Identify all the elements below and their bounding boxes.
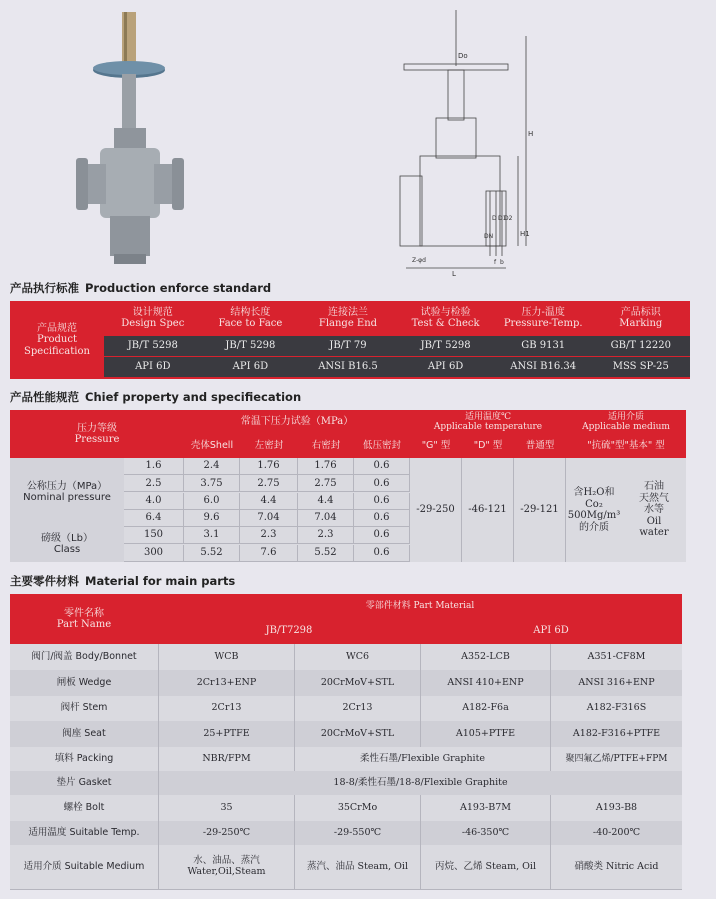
medium-sulfur-line: 的介质: [579, 521, 609, 533]
property-cell: 300: [124, 545, 184, 562]
property-cell: 5.52: [298, 545, 354, 562]
standard-header-en: Test & Check: [411, 318, 480, 329]
standard-header-cn: 连接法兰: [327, 306, 368, 318]
label-l: L: [452, 270, 456, 278]
product-spec-en2: Specification: [24, 345, 90, 357]
standard-cell: ANSI B16.5: [318, 361, 378, 373]
label-b: b: [500, 259, 504, 266]
material-cell: ANSI 410+ENP: [420, 670, 550, 696]
material-cell: A351-CF8M: [550, 644, 682, 670]
property-cell: 1.6: [124, 458, 184, 475]
product-spec-label: [10, 301, 104, 379]
standard-cell: GB/T 12220: [610, 340, 671, 352]
medium-sulfur: [566, 458, 622, 562]
pressure-cn: 压力等级: [77, 422, 117, 434]
medium-basic-line: 石油: [644, 481, 664, 493]
material-part-name: 适用介质 Suitable Medium: [23, 860, 145, 872]
part-name-header: [10, 594, 158, 644]
standard-cell: JB/T 5298: [420, 340, 471, 352]
property-cell: 0.6: [354, 527, 410, 544]
standard-header-en: Marking: [619, 318, 663, 329]
property-cell: 4.4: [240, 493, 298, 510]
section2-title-cn: 产品性能规范: [10, 390, 79, 404]
standard-cell: ANSI B16.34: [510, 361, 577, 373]
material-cell: A182-F316S: [550, 696, 682, 721]
material-cell: A193-B7M: [420, 795, 550, 821]
material-part-name: 闸板 Wedge: [56, 676, 112, 688]
standard-header-en: Design Spec: [121, 318, 185, 329]
standard-cell: JB/T 5298: [127, 340, 178, 352]
property-cell: 6.0: [184, 493, 240, 510]
test-col-header: 壳体Shell: [190, 439, 234, 451]
material-cell: ANSI 316+ENP: [550, 670, 682, 696]
material-cell: -29-550℃: [294, 821, 420, 845]
label-f: f: [494, 259, 497, 266]
material-cell: 硝酸类 Nitric Acid: [550, 845, 682, 889]
material-cell: 丙烷、乙烯 Steam, Oil: [420, 845, 550, 889]
std-api: API 6D: [533, 625, 569, 637]
label-dn: DN: [484, 233, 494, 240]
property-cell: 3.75: [184, 475, 240, 492]
medium-header-cn: 适用介质: [607, 411, 644, 422]
std-jb: JB/T7298: [265, 625, 313, 637]
standard-header-cn: 压力-温度: [521, 306, 565, 318]
temp-col-header: "G" 型: [421, 439, 451, 451]
temp-col-header: 普通型: [525, 439, 555, 451]
standard-header: [104, 301, 202, 335]
material-cell: 20CrMoV+STL: [294, 721, 420, 747]
material-cell: 35CrMo: [294, 795, 420, 821]
standard-header-en: Pressure-Temp.: [503, 318, 583, 329]
property-cell: 2.5: [124, 475, 184, 492]
label-d2: D2: [504, 215, 513, 222]
class-cn: 磅级（Lb）: [41, 532, 93, 544]
material-cell: 聚四氟乙烯/PTFE+FPM: [550, 747, 682, 771]
standard-cell: MSS SP-25: [612, 361, 669, 373]
material-cell: 水、油品、蒸汽 Water,Oil,Steam: [158, 845, 294, 889]
property-cell: 2.75: [240, 475, 298, 492]
property-cell: 0.6: [354, 475, 410, 492]
material-cell: A105+PTFE: [420, 721, 550, 747]
material-cell: A352-LCB: [420, 644, 550, 670]
valve-drawing: [396, 6, 556, 278]
material-cell: -46-350℃: [420, 821, 550, 845]
section1-title-en: Production enforce standard: [85, 281, 272, 295]
standard-header: [592, 301, 690, 335]
test-col-header: 右密封: [311, 439, 341, 451]
medium-sulfur-line: 500Mg/m³: [567, 510, 621, 521]
material-cell: 2Cr13: [158, 696, 294, 721]
medium-header-en: Applicable medium: [582, 422, 670, 432]
standard-header-en: Face to Face: [218, 318, 283, 329]
class-en: Class: [53, 544, 81, 555]
material-part-name: 螺栓 Bolt: [63, 801, 105, 813]
material-cell: WCB: [158, 644, 294, 670]
material-cell: A193-B8: [550, 795, 682, 821]
section1-title-cn: 产品执行标准: [10, 281, 79, 295]
material-part-name: 垫片 Gasket: [56, 776, 112, 788]
test-header: 常温下压力试验（MPa）: [240, 416, 354, 428]
standard-cell: API 6D: [427, 361, 464, 373]
property-cell: 3.1: [184, 527, 240, 544]
material-cell: 2Cr13: [294, 696, 420, 721]
temp-header-en: Applicable temperature: [433, 422, 543, 432]
standard-cell: GB 9131: [521, 340, 566, 352]
standard-header: [494, 301, 592, 335]
standard-cell: JB/T 79: [329, 340, 367, 352]
material-part-name: 阀杆 Stem: [60, 702, 108, 714]
material-part-name: 阀座 Seat: [62, 727, 106, 739]
property-cell: 0.6: [354, 458, 410, 475]
class-label: [10, 526, 124, 562]
property-cell: 7.6: [240, 545, 298, 562]
standard-cell: API 6D: [232, 361, 269, 373]
medium-basic: [622, 458, 686, 562]
section1-title: [10, 280, 271, 296]
temp-header-cn: 适用温度℃: [464, 411, 512, 422]
property-cell: 4.4: [298, 493, 354, 510]
medium-sulfur-line: 含H₂O和: [573, 487, 615, 498]
valve-photo: [70, 8, 200, 270]
standard-header-cn: 产品标识: [620, 306, 661, 318]
material-cell: 蒸汽、油品 Steam, Oil: [294, 845, 420, 889]
standard-header: [202, 301, 300, 335]
label-d: D: [492, 215, 497, 222]
section3-title: [10, 573, 235, 589]
property-cell: 0.6: [354, 510, 410, 527]
temp-header: [410, 410, 566, 434]
section3-title-cn: 主要零件材料: [10, 574, 79, 588]
property-cell: 7.04: [240, 510, 298, 527]
pressure-en: Pressure: [74, 434, 120, 445]
label-z: Z-φd: [412, 257, 426, 264]
property-cell: 1.76: [240, 458, 298, 475]
standard-cell: JB/T 5298: [225, 340, 276, 352]
property-cell: 150: [124, 527, 184, 544]
medium-col-header: "抗硫"型"基本" 型: [587, 439, 665, 451]
standard-header-cn: 设计规范: [132, 306, 173, 318]
material-cell: -29-250℃: [158, 821, 294, 845]
standard-header-cn: 试验与检验: [420, 306, 471, 318]
section3-title-en: Material for main parts: [85, 574, 236, 588]
material-cell: 柔性石墨/Flexible Graphite: [294, 747, 550, 771]
material-part-name: 填料 Packing: [54, 752, 114, 764]
material-cell: 25+PTFE: [158, 721, 294, 747]
pressure-header: [10, 410, 184, 458]
property-cell: 2.3: [298, 527, 354, 544]
medium-sulfur-line: Co₂: [585, 498, 603, 510]
standard-header: [299, 301, 397, 335]
nominal-label: [10, 458, 124, 526]
material-cell: 2Cr13+ENP: [158, 670, 294, 696]
label-d1: D1: [498, 215, 507, 222]
product-spec-en1: Product: [37, 334, 77, 346]
section2-title: [10, 389, 301, 405]
nominal-cn: 公称压力（MPa）: [26, 480, 108, 492]
material-cell: A182-F6a: [420, 696, 550, 721]
medium-basic-line: Oil: [646, 515, 662, 527]
label-h1: H1: [520, 230, 530, 238]
material-cell: WC6: [294, 644, 420, 670]
material-part-name: 阀门/阀盖 Body/Bonnet: [31, 650, 137, 662]
material-header-label: 零部件材料 Part Material: [365, 600, 475, 611]
material-cell: 20CrMoV+STL: [294, 670, 420, 696]
property-cell: 5.52: [184, 545, 240, 562]
nominal-en: Nominal pressure: [23, 492, 111, 503]
part-name-cn: 零件名称: [64, 607, 104, 619]
medium-basic-line: 天然气: [639, 492, 669, 504]
medium-basic-line: 水等: [644, 504, 664, 516]
property-cell: 2.3: [240, 527, 298, 544]
temp-value: -46-121: [462, 458, 514, 562]
property-cell: 6.4: [124, 510, 184, 527]
property-cell: 4.0: [124, 493, 184, 510]
property-cell: 2.75: [298, 475, 354, 492]
medium-basic-line: water: [639, 527, 669, 539]
standard-header-en: Flange End: [318, 318, 378, 329]
material-cell: A182-F316+PTFE: [550, 721, 682, 747]
property-cell: 0.6: [354, 493, 410, 510]
standard-header: [397, 301, 495, 335]
standard-cell: API 6D: [135, 361, 171, 373]
temp-col-header: "D" 型: [473, 439, 503, 451]
property-cell: 0.6: [354, 545, 410, 562]
temp-value: -29-121: [514, 458, 566, 562]
property-cell: 9.6: [184, 510, 240, 527]
section2-title-en: Chief property and specifiecation: [85, 390, 302, 404]
medium-header: [566, 410, 686, 434]
property-cell: 2.4: [184, 458, 240, 475]
material-cell: 35: [158, 795, 294, 821]
part-name-en: Part Name: [56, 619, 112, 630]
test-col-header: 低压密封: [362, 439, 401, 451]
material-cell: NBR/FPM: [158, 747, 294, 771]
material-part-name: 适用温度 Suitable Temp.: [28, 826, 140, 838]
test-col-header: 左密封: [254, 439, 284, 451]
label-h: H: [528, 130, 534, 138]
material-cell: -40-200℃: [550, 821, 682, 845]
property-cell: 7.04: [298, 510, 354, 527]
product-spec-cn: 产品规范: [37, 322, 77, 334]
standard-header-cn: 结构长度: [230, 306, 271, 318]
property-cell: 1.76: [298, 458, 354, 475]
material-cell: 18-8/柔性石墨/18-8/Flexible Graphite: [158, 771, 682, 795]
label-do: Do: [458, 52, 468, 60]
temp-value: -29-250: [410, 458, 462, 562]
